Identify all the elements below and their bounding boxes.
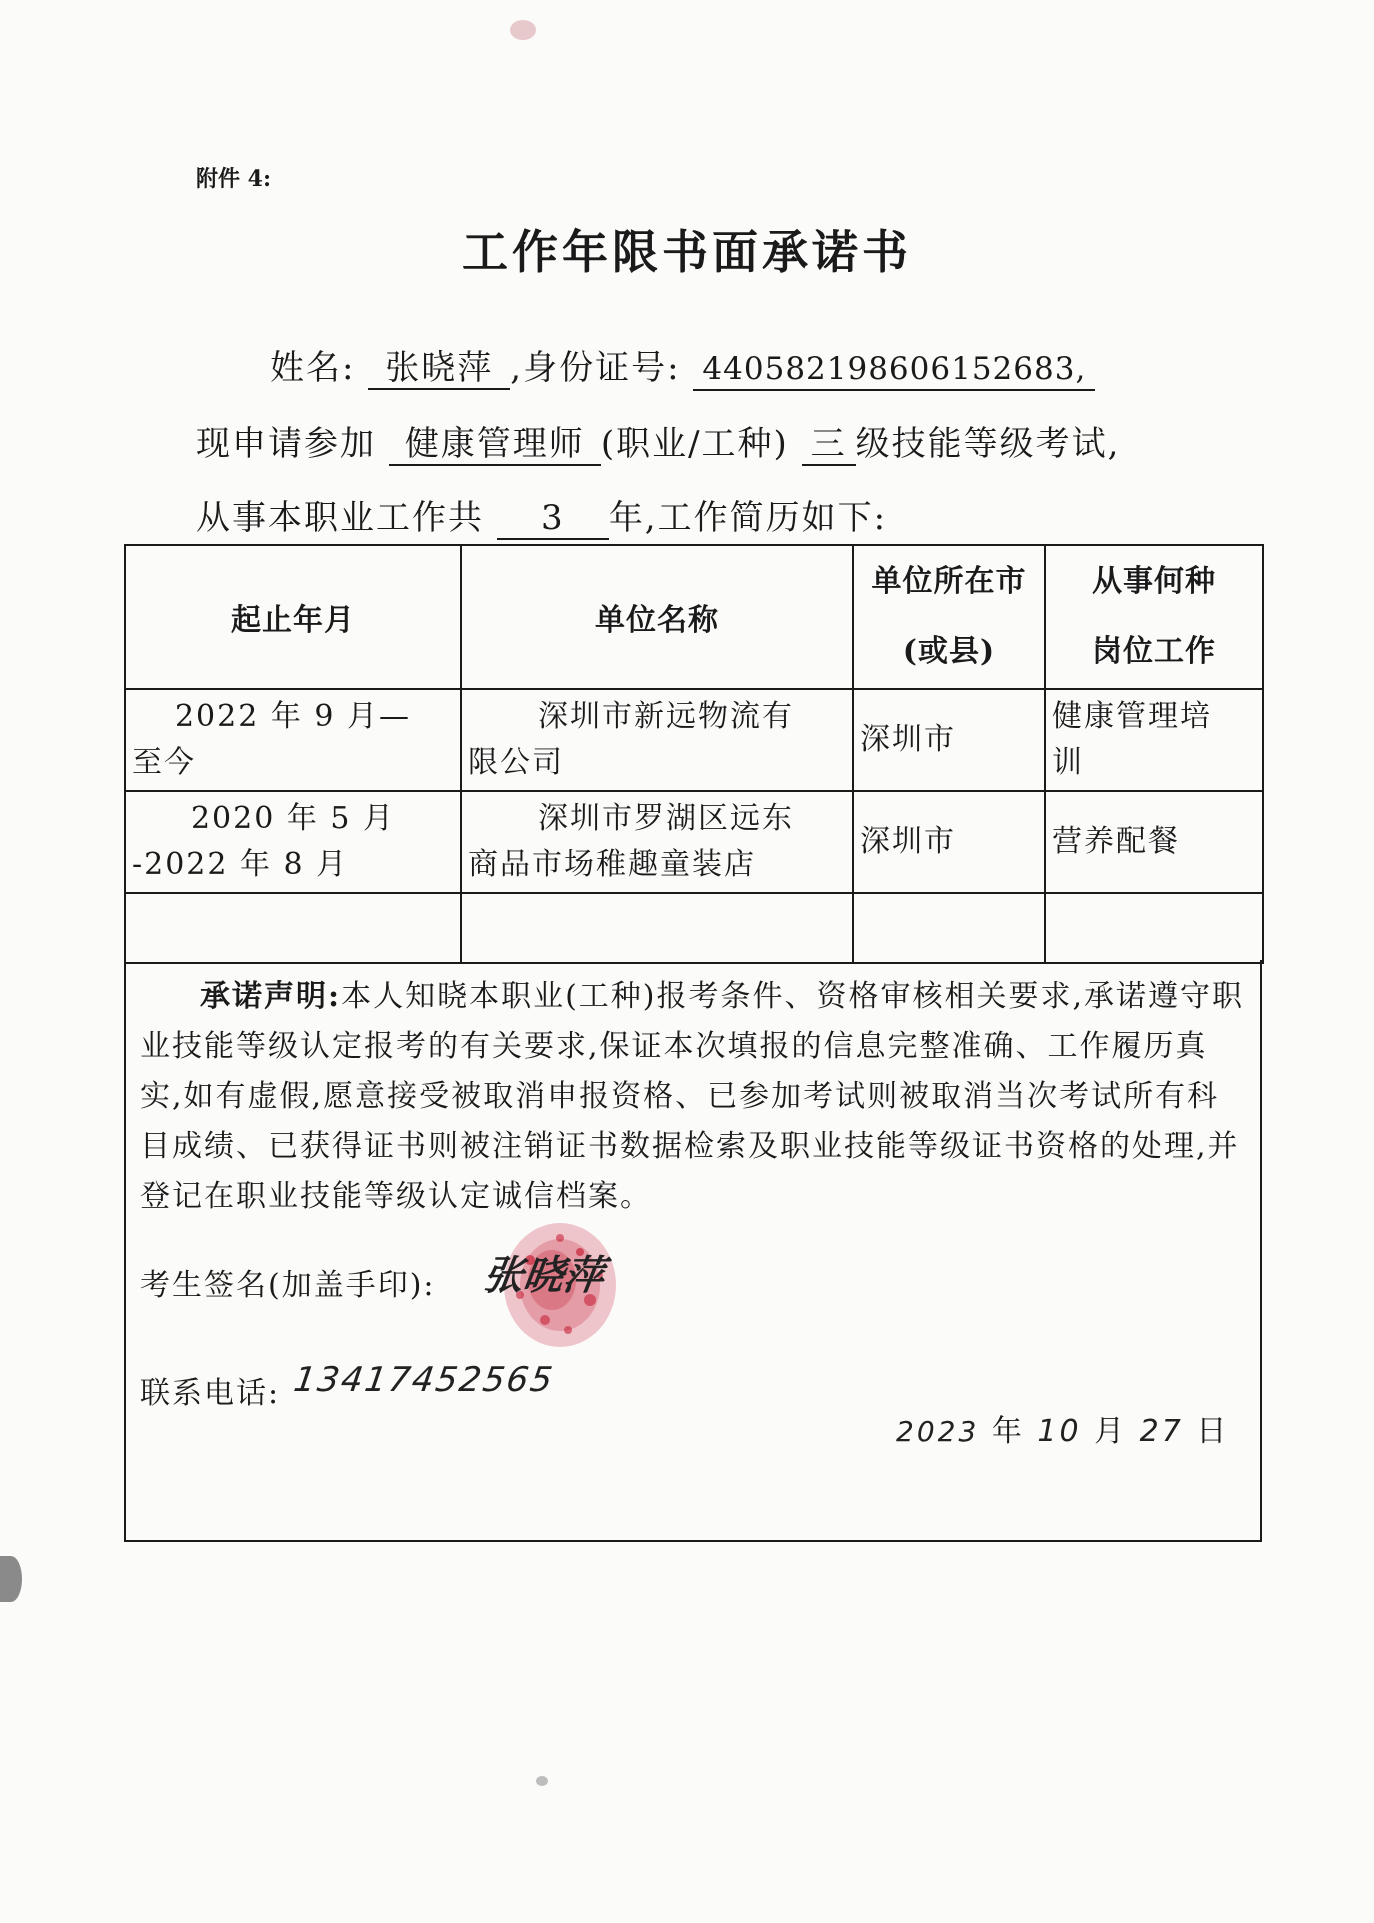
cell-employer: 深圳市罗湖区远东 商品市场稚趣童装店 — [461, 791, 853, 893]
table-row — [125, 689, 1263, 791]
document-title: 工作年限书面承诺书 — [462, 225, 912, 279]
cell-city — [853, 893, 1045, 963]
cell-employer — [461, 893, 853, 963]
occupation-suffix: (职业/工种) — [600, 424, 789, 464]
date-day: 27 — [1139, 1414, 1184, 1449]
header-period: 起止年月 — [125, 545, 461, 689]
header-city: 单位所在市 (或县) — [853, 545, 1045, 689]
years-suffix: 年,工作简历如下: — [608, 498, 888, 538]
handwritten-signature: 张晓萍 — [480, 1253, 607, 1299]
attachment-label: 附件 4: — [196, 166, 272, 192]
work-history-table — [124, 544, 1264, 964]
years-prefix: 从事本职业工作共 — [196, 498, 484, 538]
signature-label: 考生签名(加盖手印): — [140, 1268, 436, 1303]
occupation-field: 健康管理师 — [389, 424, 601, 466]
scan-speck — [0, 1556, 22, 1602]
date-line — [896, 1406, 1229, 1450]
cell-position: 健康管理培 训 — [1045, 689, 1263, 791]
declaration-heading: 承诺声明: — [200, 979, 342, 1014]
table-header-row — [125, 545, 1263, 689]
cell-period: 2020 年 5 月 -2022 年 8 月 — [125, 791, 461, 893]
cell-period — [125, 893, 461, 963]
handwritten-phone: 13417452565 — [291, 1360, 557, 1400]
exam-line — [196, 416, 1120, 466]
level-suffix: 级技能等级考试, — [855, 424, 1121, 464]
cell-city: 深圳市 — [853, 791, 1045, 893]
phone-label: 联系电话: — [140, 1376, 281, 1411]
cell-employer: 深圳市新远物流有 限公司 — [461, 689, 853, 791]
date-day-unit: 日 — [1196, 1414, 1230, 1449]
header-position: 从事何种 岗位工作 — [1045, 545, 1263, 689]
cell-period: 2022 年 9 月— 至今 — [125, 689, 461, 791]
cell-position: 营养配餐 — [1045, 791, 1263, 893]
header-employer: 单位名称 — [461, 545, 853, 689]
cell-city: 深圳市 — [853, 689, 1045, 791]
level-field: 三 — [802, 424, 856, 466]
years-field: 3 — [497, 498, 609, 540]
declaration-text — [140, 972, 1248, 1222]
date-year-unit: 年 — [991, 1414, 1025, 1449]
table-row — [125, 893, 1263, 963]
declaration-box — [124, 960, 1262, 1542]
name-id-line — [270, 340, 1095, 391]
id-label: ,身份证号: — [510, 348, 681, 388]
date-month: 10 — [1037, 1414, 1082, 1449]
cell-position — [1045, 893, 1263, 963]
declaration-body: 本人知晓本职业(工种)报考条件、资格审核相关要求,承诺遵守职业技能等级认定报考的有关要求,保证本次填报的信息完整准确、工作履历真实,如有虚假,愿意接受被取消申报资格、已参加考试则被取消当次考试所有科目成绩、已获得证书则被注销证书数据检索及职业技能等级证书资格的处理,并登记在职业技能等级认定诚信档案。 — [140, 979, 1245, 1214]
apply-prefix: 现申请参加 — [196, 424, 376, 464]
name-field: 张晓萍 — [368, 348, 510, 390]
id-number-field: 440582198606152683, — [693, 349, 1095, 391]
scan-speck — [536, 1776, 548, 1786]
table-row — [125, 791, 1263, 893]
scan-speck — [510, 20, 536, 40]
name-label: 姓名: — [270, 348, 356, 388]
years-line — [196, 490, 887, 540]
date-year: 2023 — [896, 1415, 980, 1448]
date-month-unit: 月 — [1094, 1414, 1128, 1449]
